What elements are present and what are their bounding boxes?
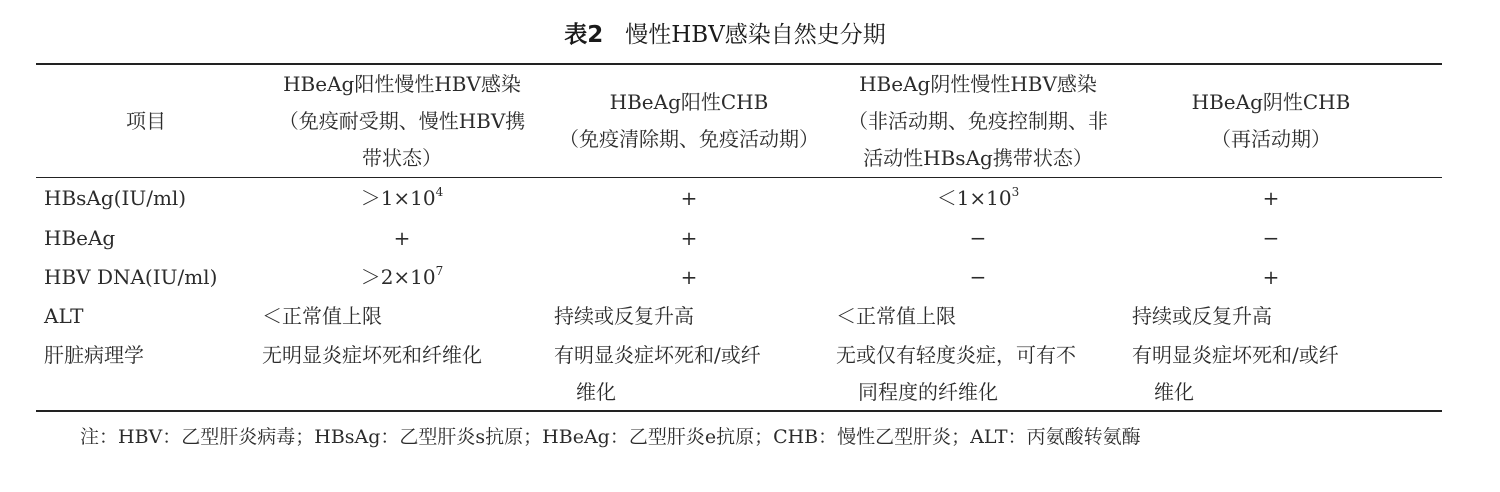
cell-hbsag-col3 — [830, 180, 1126, 217]
table-footnote: 注：HBV：乙型肝炎病毒；HBsAg：乙型肝炎s抗原；HBeAg：乙型肝炎e抗原；CHB：慢性乙型肝炎；ALT：丙氨酸转氨酶 — [80, 426, 1141, 448]
row-label-pathology: 肝脏病理学 — [44, 343, 144, 367]
cell-pathology-col3 — [830, 337, 1126, 411]
cell-hbeag-col1: + — [393, 226, 411, 250]
cell-hbsag-col4: + — [1262, 186, 1280, 210]
value-base: ＞2×10 — [360, 265, 436, 289]
header-rule — [36, 177, 1442, 178]
header-line: 带状态） — [362, 145, 442, 170]
header-line: HBeAg阳性CHB — [609, 90, 769, 114]
cell-hbv-dna-col1 — [256, 259, 548, 296]
header-hbeag-negative-infection — [830, 66, 1126, 176]
cell-alt-col3: ＜正常值上限 — [836, 304, 956, 328]
value-exponent: 7 — [435, 264, 444, 278]
value-exponent: 4 — [435, 185, 444, 199]
cell-line: 无或仅有轻度炎症，可有不 — [836, 343, 1076, 367]
cell-hbeag-col3: − — [969, 226, 987, 250]
cell-hbeag-col4: − — [1262, 226, 1280, 250]
cell-hbeag-col2: + — [680, 226, 698, 250]
cell-line: 同程度的纤维化 — [858, 380, 998, 404]
header-item-line-1: 项目 — [126, 108, 166, 133]
table-number: 表2 — [564, 22, 604, 48]
cell-alt-col1: ＜正常值上限 — [262, 304, 382, 328]
table-caption — [0, 18, 1450, 52]
header-line: （再活动期） — [1211, 127, 1331, 151]
row-label-alt: ALT — [44, 304, 84, 328]
cell-hbv-dna-col2: + — [680, 265, 698, 289]
header-line: 活动性HBsAg携带状态） — [863, 145, 1093, 170]
table-title: 慢性HBV感染自然史分期 — [625, 22, 886, 48]
cell-line: 维化 — [576, 380, 616, 404]
cell-pathology-col4 — [1126, 337, 1416, 411]
cell-line: 维化 — [1154, 380, 1194, 404]
row-label-hbeag: HBeAg — [44, 226, 116, 250]
header-line: HBeAg阴性CHB — [1191, 90, 1351, 114]
header-line: HBeAg阴性慢性HBV感染 — [859, 71, 1097, 96]
cell-pathology-col1: 无明显炎症坏死和纤维化 — [262, 343, 482, 367]
header-line: HBeAg阳性慢性HBV感染 — [283, 71, 521, 96]
cell-line: 有明显炎症坏死和/或纤 — [554, 343, 761, 367]
cell-alt-col4: 持续或反复升高 — [1132, 304, 1272, 328]
value-base: ＜1×10 — [936, 186, 1012, 210]
cell-pathology-col2 — [548, 337, 830, 411]
header-line: （免疫清除期、免疫活动期） — [559, 127, 819, 151]
header-hbeag-positive-chb — [548, 66, 830, 176]
top-rule — [36, 63, 1442, 65]
value-base: ＞1×10 — [360, 186, 436, 210]
cell-hbv-dna-col4: + — [1262, 265, 1280, 289]
header-hbeag-negative-chb — [1126, 66, 1416, 176]
row-label-hbv-dna: HBV DNA(IU/ml) — [44, 265, 218, 289]
header-hbeag-positive-infection — [256, 66, 548, 176]
header-line: （免疫耐受期、慢性HBV携 — [278, 108, 526, 133]
cell-alt-col2: 持续或反复升高 — [554, 304, 694, 328]
row-label-hbsag: HBsAg(IU/ml) — [44, 186, 187, 210]
value-exponent: 3 — [1011, 185, 1020, 199]
header-item — [36, 66, 256, 176]
header-line: （非活动期、免疫控制期、非 — [848, 108, 1108, 133]
cell-hbsag-col1 — [256, 180, 548, 217]
cell-hbsag-col2: + — [680, 186, 698, 210]
cell-line: 有明显炎症坏死和/或纤 — [1132, 343, 1339, 367]
cell-hbv-dna-col3: − — [969, 265, 987, 289]
